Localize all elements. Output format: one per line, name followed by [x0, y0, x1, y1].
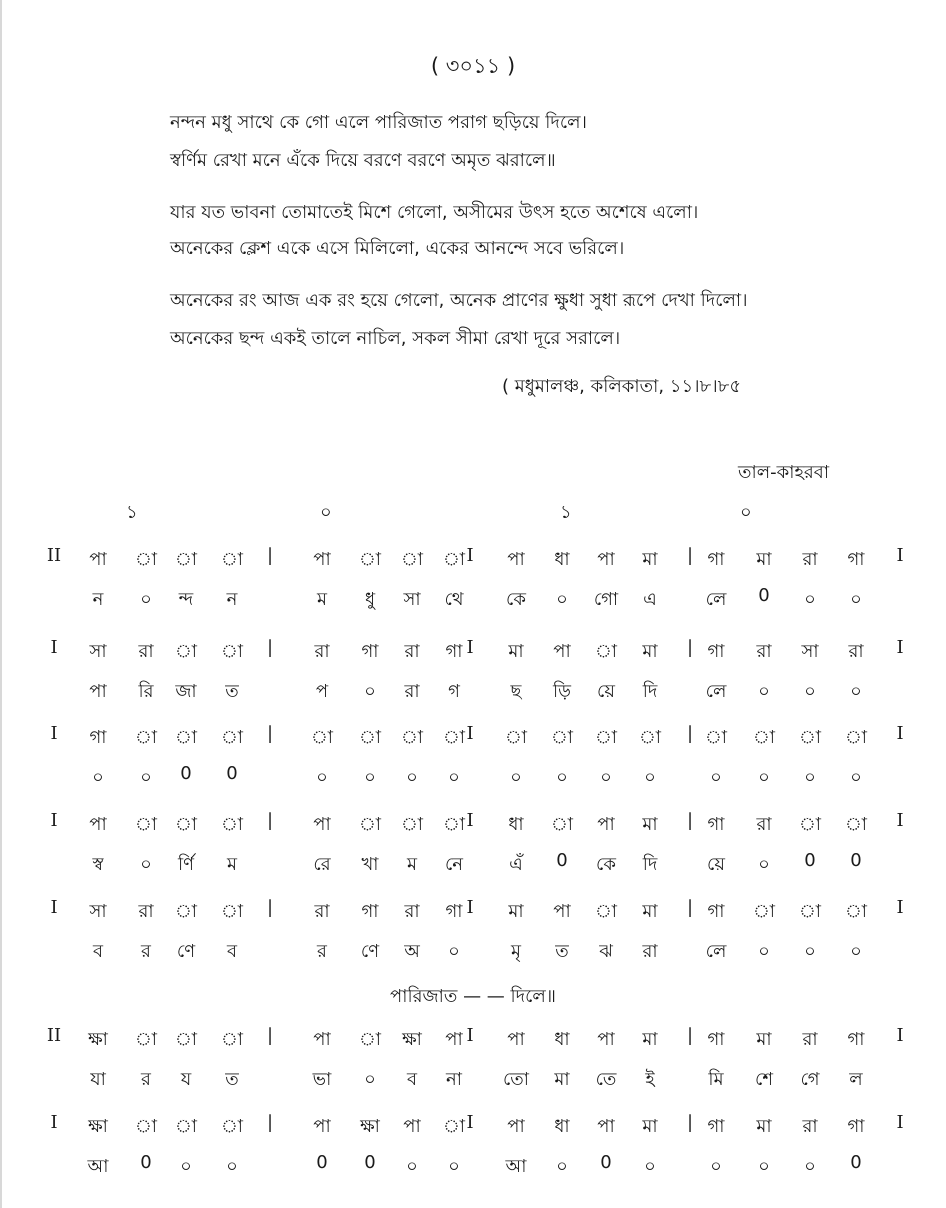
bani-syllable: য়ে — [707, 854, 725, 875]
bani-syllable: অ — [404, 941, 420, 962]
swar-note: রা — [802, 1029, 818, 1050]
swar-note: া — [134, 727, 158, 748]
bani-syllable: রা — [404, 681, 420, 702]
bani-syllable: ০ — [316, 767, 328, 788]
bani-syllable: ০ — [758, 941, 770, 962]
swar-note: পা — [313, 1029, 331, 1050]
swar-note: া — [174, 1029, 198, 1050]
bani-syllable: ০ — [140, 854, 152, 875]
bar-line: I — [466, 810, 474, 831]
swar-note: পা — [313, 1116, 331, 1137]
bani-syllable: গে — [800, 1069, 820, 1090]
bani-syllable: ছ — [510, 681, 522, 702]
bani-syllable: নে — [444, 854, 464, 875]
swar-note: পা — [89, 549, 107, 570]
bani-syllable: ০ — [758, 854, 770, 875]
swar-note: া — [594, 727, 618, 748]
bar-line: | — [686, 545, 694, 566]
swar-note: গা — [847, 1116, 865, 1137]
bar-line: | — [266, 810, 274, 831]
bar-line: I — [896, 897, 904, 918]
swar-note: গা — [707, 1116, 725, 1137]
swar-note: া — [844, 901, 868, 922]
bani-syllable: ঝ — [599, 941, 613, 962]
bani-syllable: ণে — [176, 941, 196, 962]
bani-syllable: আ — [87, 1156, 109, 1177]
swar-note: মা — [508, 901, 524, 922]
bani-syllable: দি — [642, 681, 658, 702]
bani-syllable: 0 — [556, 850, 568, 871]
bani-syllable: রি — [138, 681, 154, 702]
bani-syllable: ভা — [312, 1069, 332, 1090]
swar-note: পা — [597, 549, 615, 570]
swar-note: া — [174, 549, 198, 570]
bani-syllable: ০ — [556, 767, 568, 788]
swar-note: া — [844, 727, 868, 748]
swar-note: পা — [597, 1116, 615, 1137]
bani-syllable: ত — [225, 681, 239, 702]
bani-syllable: ০ — [556, 589, 568, 610]
swar-note: পা — [553, 641, 571, 662]
swar-note: া — [704, 727, 728, 748]
page-number: ( ৩০১১ ) — [430, 54, 516, 78]
bani-syllable: গ — [448, 681, 460, 702]
bani-syllable: না — [446, 1069, 462, 1090]
swar-note: মা — [642, 814, 658, 835]
lyric-line: অনেকের ক্লেশ একে এসে মিলিলো, একের আনন্দে সবে ভরিলে। — [170, 238, 625, 259]
swar-note: া — [442, 549, 466, 570]
bani-syllable: ন — [92, 589, 104, 610]
bani-syllable: মৃ — [511, 941, 521, 962]
bani-syllable: মা — [554, 1069, 570, 1090]
swar-note: ধা — [554, 1029, 570, 1050]
bani-syllable: দি — [642, 854, 658, 875]
swar-note: া — [400, 549, 424, 570]
bani-syllable: 0 — [364, 1152, 376, 1173]
bani-syllable: ০ — [600, 767, 612, 788]
swar-note: গা — [361, 901, 379, 922]
bani-syllable: 0 — [758, 585, 770, 606]
swar-note: পা — [313, 814, 331, 835]
bani-syllable: 0 — [850, 1152, 862, 1173]
bani-syllable: 0 — [850, 850, 862, 871]
bani-syllable: জা — [175, 681, 197, 702]
swar-note: া — [220, 641, 244, 662]
bani-syllable: ০ — [92, 767, 104, 788]
swar-note: মা — [642, 641, 658, 662]
bani-syllable: ০ — [758, 1156, 770, 1177]
bani-syllable: এ — [643, 589, 657, 610]
bani-syllable: ০ — [406, 767, 418, 788]
swar-note: া — [358, 549, 382, 570]
bani-syllable: 0 — [180, 763, 192, 784]
swar-note: রা — [404, 641, 420, 662]
bar-line: | — [266, 723, 274, 744]
bani-syllable: ০ — [510, 767, 522, 788]
bani-syllable: ০ — [448, 1156, 460, 1177]
bani-syllable: র — [141, 1069, 151, 1090]
bar-line: I — [466, 637, 474, 658]
beat-marker: ১ — [126, 502, 138, 523]
bar-line: I — [896, 723, 904, 744]
bar-line: | — [266, 637, 274, 658]
page-edge-line — [0, 0, 2, 1208]
swar-note: ধা — [508, 814, 524, 835]
swar-note: গা — [707, 901, 725, 922]
bani-syllable: ০ — [140, 767, 152, 788]
bar-line: I — [896, 1025, 904, 1046]
swar-note: সা — [801, 641, 819, 662]
bani-syllable: ০ — [758, 681, 770, 702]
swar-note: গা — [707, 1029, 725, 1050]
swar-note: রা — [756, 814, 772, 835]
bani-syllable: কে — [506, 589, 526, 610]
swar-note: গা — [361, 641, 379, 662]
bani-syllable: ০ — [226, 1156, 238, 1177]
swar-note: া — [798, 727, 822, 748]
swar-note: পা — [445, 1029, 463, 1050]
lyric-line: যার যত ভাবনা তোমাতেই মিশে গেলো, অসীমের উৎস হতে অশেষে এলো। — [170, 202, 699, 223]
swar-note: রা — [314, 641, 330, 662]
bar-line: II — [46, 1025, 62, 1046]
swar-note: া — [752, 901, 776, 922]
swar-note: ধা — [554, 549, 570, 570]
bar-line: | — [266, 1112, 274, 1133]
bani-syllable: তো — [502, 1069, 530, 1090]
bani-syllable: রা — [642, 941, 658, 962]
bar-line: | — [686, 897, 694, 918]
bani-syllable: ০ — [140, 589, 152, 610]
lyric-line: নন্দন মধু সাথে কে গো এলে পারিজাত পরাগ ছড়িয়ে দিলে। — [170, 112, 587, 133]
lyric-line: স্বর্ণিম রেখা মনে এঁকে দিয়ে বরণে বরণে অমৃত ঝরালে॥ — [170, 150, 556, 171]
bar-line: I — [896, 810, 904, 831]
swar-note: া — [798, 901, 822, 922]
bani-syllable: লে — [705, 681, 727, 702]
bani-syllable: লে — [705, 941, 727, 962]
swar-note: া — [594, 901, 618, 922]
swar-note: া — [134, 1029, 158, 1050]
bani-syllable: য়ে — [597, 681, 615, 702]
bani-syllable: ০ — [644, 767, 656, 788]
swar-note: া — [174, 641, 198, 662]
swar-note: পা — [313, 549, 331, 570]
lyric-line: অনেকের ছন্দ একই তালে নাচিল, সকল সীমা রেখা দূরে সরালে। — [170, 328, 621, 349]
bar-line: I — [896, 1112, 904, 1133]
bani-syllable: ০ — [180, 1156, 192, 1177]
bani-syllable: ড়ি — [553, 681, 571, 702]
beat-marker: ০ — [740, 502, 752, 523]
bani-syllable: য — [180, 1069, 192, 1090]
swar-note: ক্ষা — [360, 1116, 380, 1137]
bani-syllable: ণে — [360, 941, 380, 962]
swar-note: া — [442, 727, 466, 748]
bani-syllable: ০ — [804, 1156, 816, 1177]
lyric-line: অনেকের রং আজ এক রং হয়ে গেলো, অনেক প্রাণের ক্ষুধা সুধা রূপে দেখা দিলো। — [170, 290, 748, 311]
swar-note: া — [638, 727, 662, 748]
bar-line: I — [50, 723, 58, 744]
swar-note: া — [752, 727, 776, 748]
bani-syllable: থে — [444, 589, 464, 610]
bani-syllable: ব — [226, 941, 238, 962]
swar-note: া — [310, 727, 334, 748]
bani-syllable: ০ — [710, 767, 722, 788]
bani-syllable: ত — [555, 941, 569, 962]
bani-syllable: আ — [505, 1156, 527, 1177]
bar-line: I — [466, 545, 474, 566]
swar-note: া — [220, 1029, 244, 1050]
swar-note: া — [442, 1116, 466, 1137]
bani-syllable: 0 — [600, 1152, 612, 1173]
bar-line: I — [50, 637, 58, 658]
bani-syllable: গো — [593, 589, 619, 610]
swar-note: গা — [847, 549, 865, 570]
swar-note: া — [134, 1116, 158, 1137]
swar-note: া — [174, 727, 198, 748]
bani-syllable: ০ — [850, 941, 862, 962]
swar-note: া — [594, 641, 618, 662]
bani-syllable: র — [141, 941, 151, 962]
swar-note: া — [550, 727, 574, 748]
bani-syllable: 0 — [804, 850, 816, 871]
bani-syllable: রে — [313, 854, 331, 875]
swar-note: রা — [848, 641, 864, 662]
swar-note: া — [442, 814, 466, 835]
swar-note: পা — [507, 1116, 525, 1137]
swar-note: া — [134, 814, 158, 835]
swar-note: পা — [403, 1116, 421, 1137]
bar-line: | — [686, 1025, 694, 1046]
bani-syllable: তে — [595, 1069, 617, 1090]
refrain-line: পারিজাত — — দিলে॥ — [390, 986, 556, 1007]
bani-syllable: শে — [755, 1069, 773, 1090]
bani-syllable: ০ — [850, 767, 862, 788]
taal-label: তাল-কাহরবা — [738, 462, 830, 483]
swar-note: রা — [802, 549, 818, 570]
bani-syllable: ম — [227, 854, 237, 875]
beat-marker: ০ — [320, 502, 332, 523]
bani-syllable: ০ — [758, 767, 770, 788]
swar-note: া — [220, 901, 244, 922]
bani-syllable: যা — [90, 1069, 106, 1090]
swar-note: মা — [756, 1029, 772, 1050]
bar-line: I — [50, 1112, 58, 1133]
bani-syllable: ০ — [850, 681, 862, 702]
swar-note: া — [220, 1116, 244, 1137]
bar-line: | — [266, 545, 274, 566]
source-citation: ( মধুমালঞ্চ, কলিকাতা, ১১।৮।৮৫ — [502, 376, 742, 397]
bani-syllable: ব — [406, 1069, 418, 1090]
swar-note: া — [220, 727, 244, 748]
swar-note: রা — [138, 901, 154, 922]
swar-note: া — [174, 1116, 198, 1137]
swar-note: া — [358, 727, 382, 748]
bani-syllable: ল — [849, 1069, 863, 1090]
bani-syllable: ০ — [364, 767, 376, 788]
swar-note: সা — [89, 641, 107, 662]
swar-note: মা — [642, 549, 658, 570]
bar-line: I — [466, 897, 474, 918]
swar-note: গা — [847, 1029, 865, 1050]
bani-syllable: 0 — [226, 763, 238, 784]
bani-syllable: ০ — [644, 1156, 656, 1177]
swar-note: া — [358, 1029, 382, 1050]
swar-note: ধা — [554, 1116, 570, 1137]
swar-note: া — [220, 814, 244, 835]
bani-syllable: ০ — [364, 1069, 376, 1090]
swar-note: রা — [404, 901, 420, 922]
swar-note: পা — [597, 1029, 615, 1050]
bani-syllable: স্ব — [92, 854, 104, 875]
bar-line: | — [686, 637, 694, 658]
bani-syllable: র — [317, 941, 327, 962]
swar-note: গা — [707, 641, 725, 662]
bani-syllable: এঁ — [509, 854, 523, 875]
swar-note: পা — [507, 549, 525, 570]
swar-note: া — [504, 727, 528, 748]
bar-line: | — [266, 897, 274, 918]
bani-syllable: ০ — [804, 589, 816, 610]
bani-syllable: ০ — [448, 941, 460, 962]
bani-syllable: লে — [705, 589, 727, 610]
bani-syllable: ০ — [804, 941, 816, 962]
bani-syllable: ০ — [448, 767, 460, 788]
swar-note: া — [220, 549, 244, 570]
swar-note: পা — [553, 901, 571, 922]
bani-syllable: ০ — [364, 681, 376, 702]
bani-syllable: ০ — [556, 1156, 568, 1177]
bar-line: | — [266, 1025, 274, 1046]
bani-syllable: ন — [226, 589, 238, 610]
bani-syllable: কে — [596, 854, 616, 875]
swar-note: া — [358, 814, 382, 835]
bar-line: II — [46, 545, 62, 566]
swar-note: া — [400, 727, 424, 748]
swar-note: ক্ষা — [88, 1029, 108, 1050]
swar-note: মা — [756, 549, 772, 570]
bani-syllable: 0 — [140, 1152, 152, 1173]
bani-syllable: ন্দ — [178, 589, 194, 610]
swar-note: া — [798, 814, 822, 835]
swar-note: মা — [642, 1029, 658, 1050]
swar-note: রা — [138, 641, 154, 662]
swar-note: ক্ষা — [88, 1116, 108, 1137]
bar-line: | — [686, 723, 694, 744]
swar-note: পা — [597, 814, 615, 835]
bani-syllable: ম — [407, 854, 417, 875]
bani-syllable: ব — [92, 941, 104, 962]
swar-note: পা — [89, 814, 107, 835]
bar-line: I — [466, 1025, 474, 1046]
bar-line: I — [896, 637, 904, 658]
bani-syllable: ০ — [850, 589, 862, 610]
bani-syllable: ০ — [804, 767, 816, 788]
swar-note: া — [400, 814, 424, 835]
bani-syllable: ত — [225, 1069, 239, 1090]
bar-line: | — [686, 1112, 694, 1133]
swar-note: া — [844, 814, 868, 835]
swar-note: া — [174, 901, 198, 922]
swar-note: া — [134, 549, 158, 570]
swar-note: মা — [642, 1116, 658, 1137]
bar-line: I — [896, 545, 904, 566]
bar-line: I — [466, 723, 474, 744]
swar-note: গা — [445, 641, 463, 662]
swar-note: পা — [507, 1029, 525, 1050]
bani-syllable: ০ — [406, 1156, 418, 1177]
bar-line: I — [466, 1112, 474, 1133]
bani-syllable: ম — [317, 589, 327, 610]
swar-note: গা — [707, 549, 725, 570]
bani-syllable: পা — [89, 681, 107, 702]
bani-syllable: 0 — [316, 1152, 328, 1173]
bani-syllable: ০ — [710, 1156, 722, 1177]
bani-syllable: র্ণি — [177, 854, 195, 875]
bani-syllable: ই — [645, 1069, 655, 1090]
swar-note: গা — [89, 727, 107, 748]
swar-note: া — [174, 814, 198, 835]
bani-syllable: ০ — [804, 681, 816, 702]
bani-syllable: ধু — [364, 589, 376, 610]
swar-note: রা — [802, 1116, 818, 1137]
swar-note: গা — [707, 814, 725, 835]
swar-note: ক্ষা — [402, 1029, 422, 1050]
swar-note: মা — [642, 901, 658, 922]
swar-note: মা — [756, 1116, 772, 1137]
bani-syllable: প — [315, 681, 329, 702]
bar-line: I — [50, 810, 58, 831]
swar-note: রা — [756, 641, 772, 662]
bani-syllable: সা — [403, 589, 421, 610]
bani-syllable: খা — [361, 854, 379, 875]
swar-note: রা — [314, 901, 330, 922]
bani-syllable: মি — [708, 1069, 724, 1090]
bar-line: | — [686, 810, 694, 831]
swar-note: সা — [89, 901, 107, 922]
swar-note: গা — [445, 901, 463, 922]
swar-note: মা — [508, 641, 524, 662]
bar-line: I — [50, 897, 58, 918]
beat-marker: ১ — [560, 502, 572, 523]
swar-note: া — [550, 814, 574, 835]
